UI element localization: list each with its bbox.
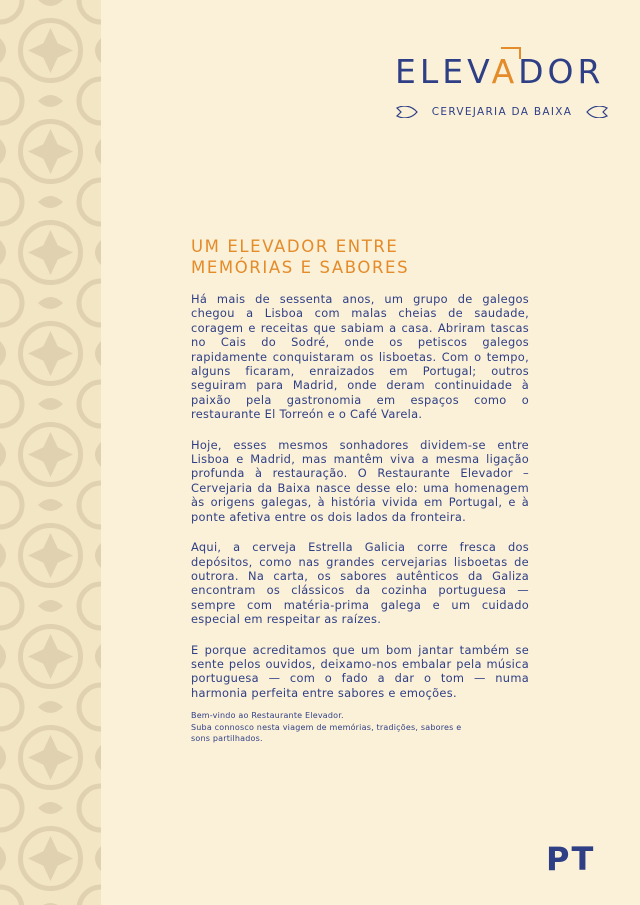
paragraph-3: Aqui, a cerveja Estrella Galicia corre fresca dos depósitos, como nas grandes cervejarias lisboetas de outrora. Na carta, os sabores autênticos da Galiza encontram os clássicos da cozinha portuguesa — sempre com matéria-prima galega e um cuidado especial em respeitar as raízes. xyxy=(191,540,529,627)
welcome-note xyxy=(191,710,529,745)
article-body xyxy=(191,292,529,745)
brand-wordmark xyxy=(395,52,605,91)
language-label: PT xyxy=(546,840,596,878)
welcome-line-1: Bem-vindo ao Restaurante Elevador. xyxy=(191,711,344,721)
azulejo-pattern-icon xyxy=(0,0,101,905)
fish-icon xyxy=(395,106,419,118)
wordmark-part-2: DOR xyxy=(518,52,605,91)
article-heading xyxy=(191,236,551,278)
paragraph-4: E porque acreditamos que um bom jantar também se sente pelos ouvidos, deixamo-nos embalar pela música portuguesa — com o fado a dar o tom — numa harmonia perfeita entre sabores e emoções. xyxy=(191,642,529,700)
welcome-line-2: Suba connosco nesta viagem de memórias, tradições, sabores e xyxy=(191,722,462,732)
paragraph-2: Hoje, esses mesmos sonhadores dividem-se entre Lisboa e Madrid, mas mantêm viva a mesma ligação profunda à restauração. O Restaurante Elevador – Cervejaria da Baixa nasce desse elo: uma homenagem às origens galegas, à história vivida em Portugal, e à ponte afetiva entre os dois lados da fronteira. xyxy=(191,437,529,524)
brand-subtitle: CERVEJARIA DA BAIXA xyxy=(431,106,573,118)
wordmark-accent-letter: A xyxy=(491,52,519,91)
paragraph-1: Há mais de sessenta anos, um grupo de galegos chegou a Lisboa com malas cheias de saudade, coragem e receitas que sabiam a casa. Abriram tascas no Cais do Sodré, onde os petiscos galegos rapidamente conquistaram os lisboetas. Com o tempo, alguns ficaram, enraizados em Portugal; outros seguiram para Madrid, onde deram continuidade à paixão pela gastronomia em espaços como o restaurante El Torreón e o Café Varela. xyxy=(191,292,529,422)
brand-subtitle-row xyxy=(395,104,609,120)
fish-icon xyxy=(585,106,609,118)
azulejo-tile-strip xyxy=(0,0,101,905)
wordmark-part-1: ELEV xyxy=(395,52,492,91)
welcome-line-3: sons partilhados. xyxy=(191,734,263,744)
heading-line-2: MEMÓRIAS E SABORES xyxy=(191,258,410,277)
heading-line-1: UM ELEVADOR ENTRE xyxy=(191,237,399,256)
brand-logo xyxy=(395,40,609,124)
